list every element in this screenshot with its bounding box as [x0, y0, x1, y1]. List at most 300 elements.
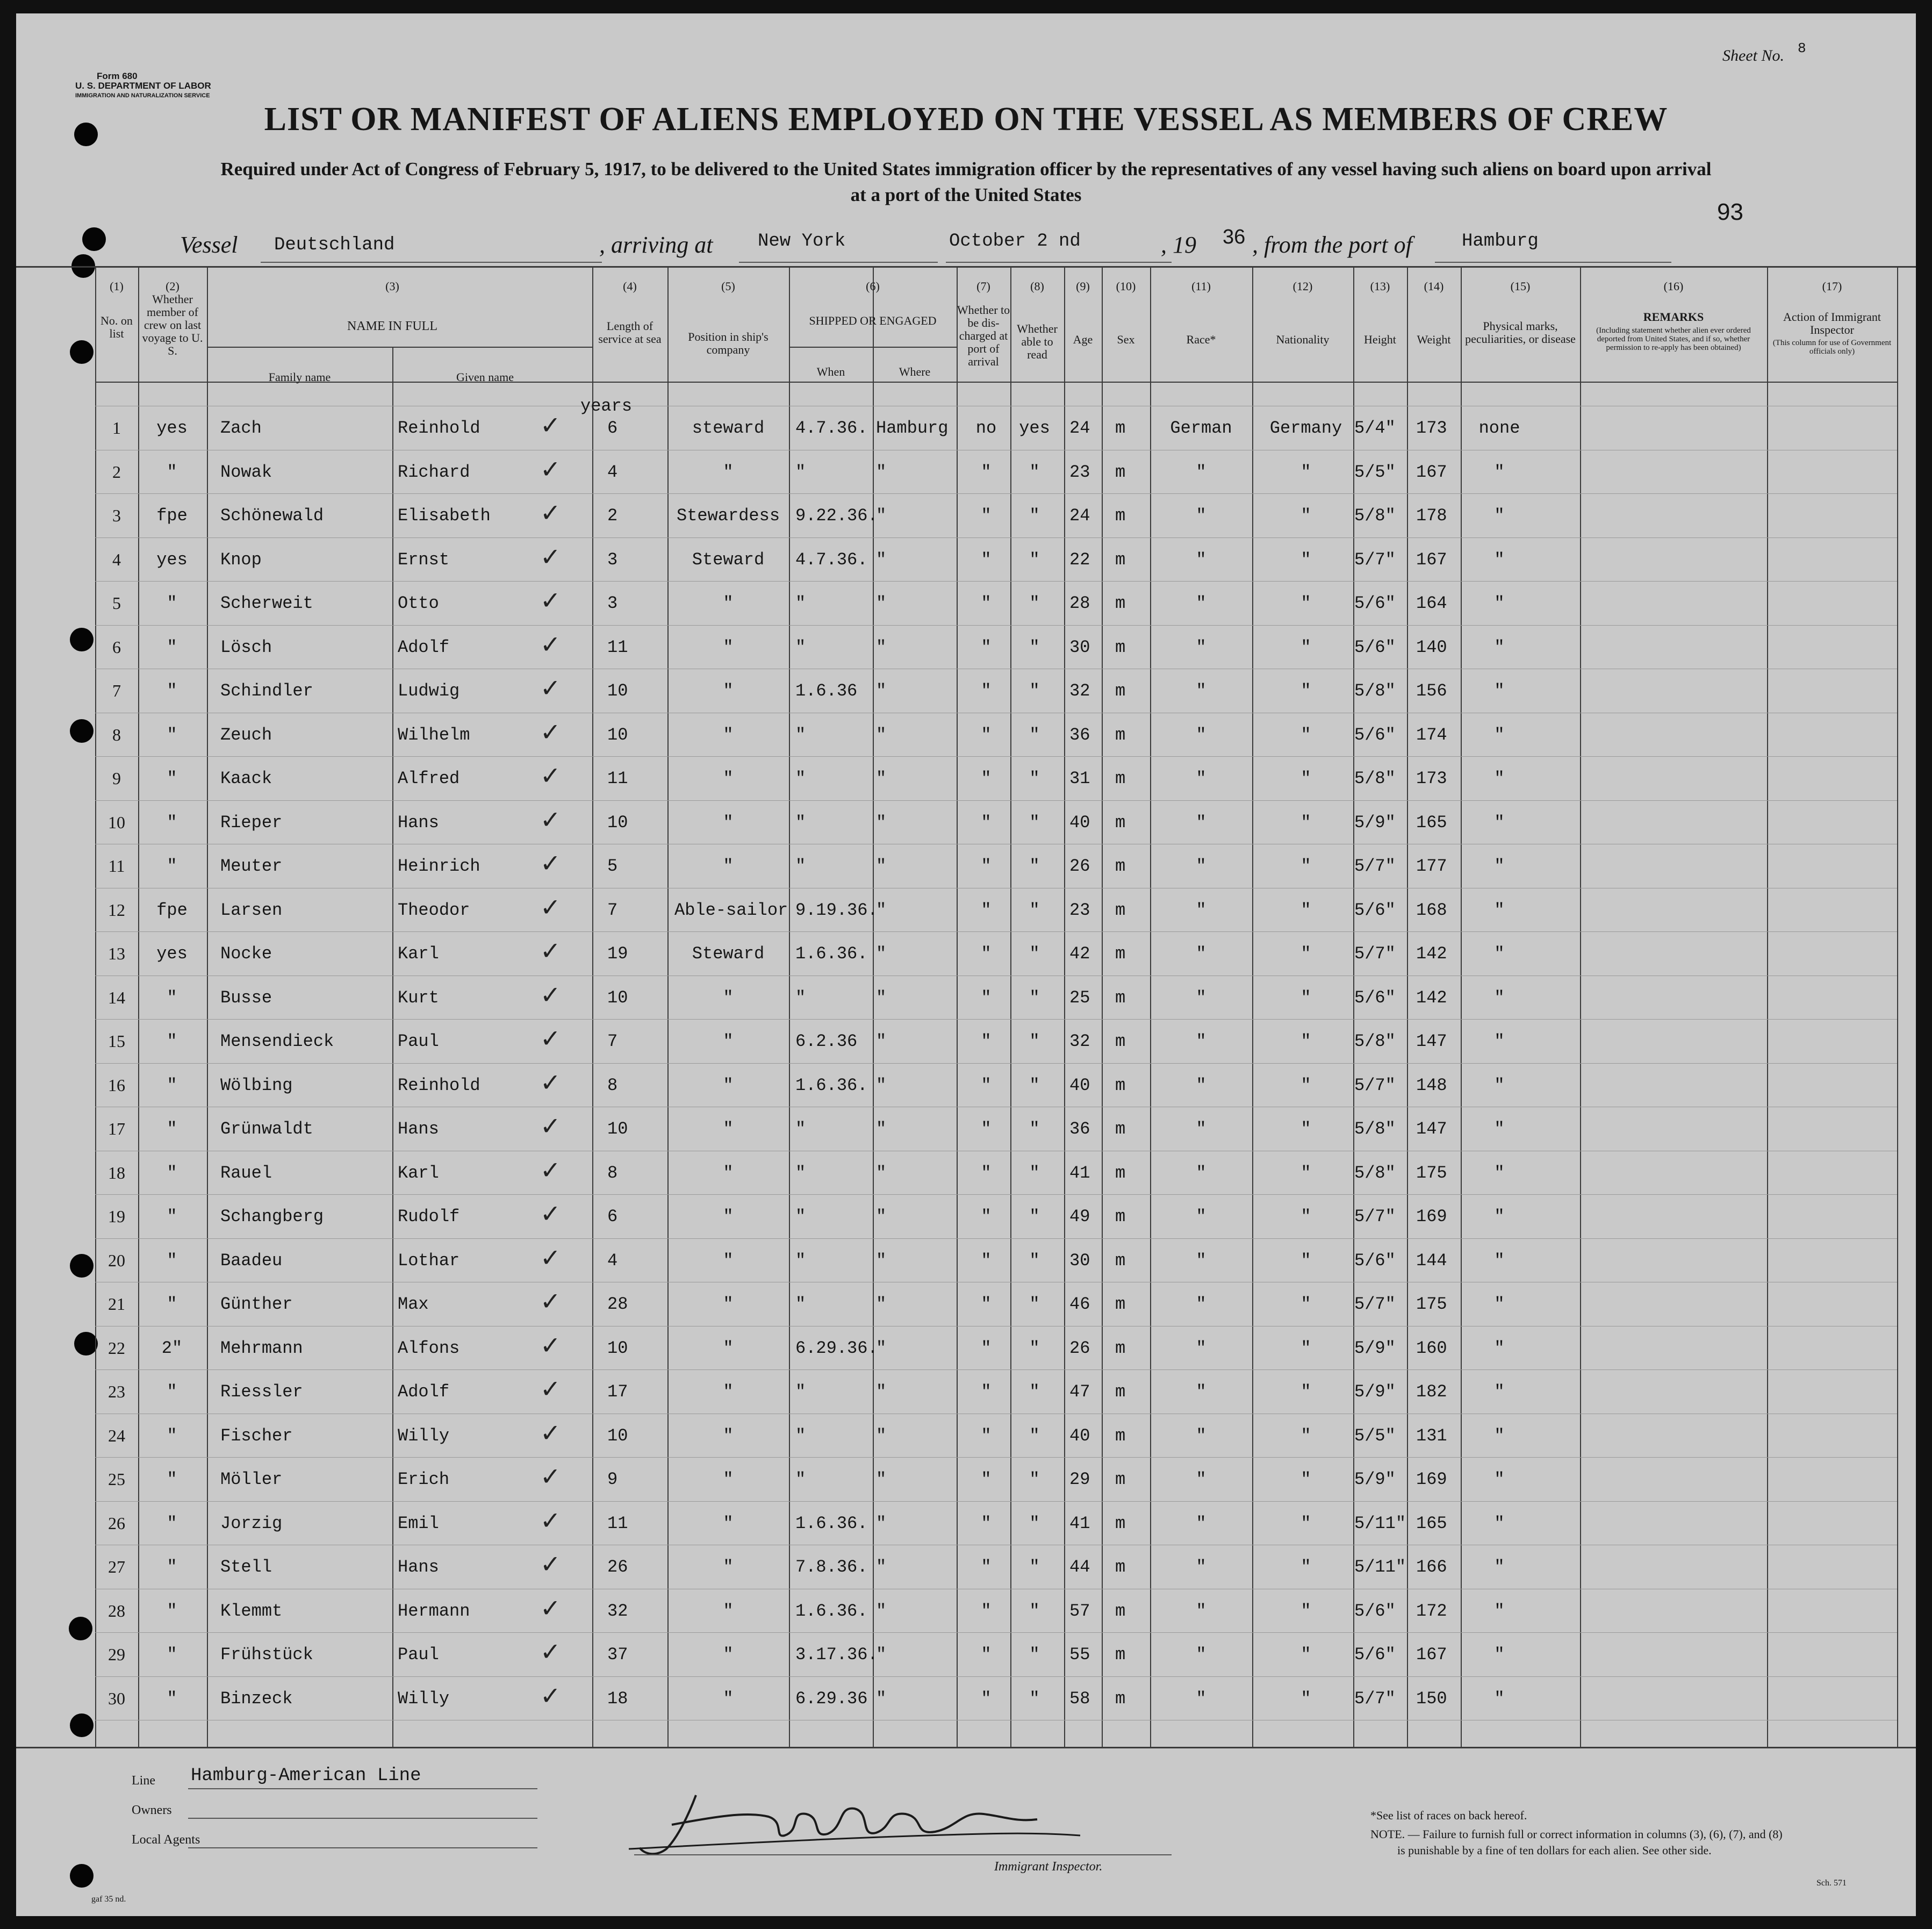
sex-cell: m — [1115, 1688, 1126, 1709]
service-cell: 10 — [607, 1119, 628, 1139]
height-cell: 5/7" — [1354, 944, 1396, 964]
family-name-cell: Schönewald — [220, 506, 324, 526]
race-cell: " — [1196, 1425, 1206, 1446]
checkmark-icon: ✓ — [540, 454, 561, 484]
when-cell: " — [795, 1119, 806, 1139]
height-cell: 5/8" — [1354, 1119, 1396, 1139]
physical-cell: " — [1494, 1075, 1505, 1095]
family-name-cell: Lösch — [220, 637, 272, 657]
where-cell: " — [876, 637, 887, 657]
crew-cell: " — [167, 856, 177, 876]
position-cell: Stewardess — [676, 506, 780, 526]
crew-cell: " — [167, 1382, 177, 1402]
physical-cell: " — [1494, 944, 1505, 964]
physical-cell: " — [1494, 1207, 1505, 1227]
height-cell: 5/7" — [1354, 1075, 1396, 1095]
nationality-cell: " — [1301, 1119, 1311, 1139]
weight-cell: 182 — [1416, 1382, 1447, 1402]
year-prefix: , 19 — [1161, 232, 1196, 258]
age-cell: 23 — [1069, 900, 1090, 920]
given-name-cell: Otto — [398, 593, 439, 613]
height-cell: 5/6" — [1354, 637, 1396, 657]
weight-cell: 147 — [1416, 1119, 1447, 1139]
where-cell: " — [876, 856, 887, 876]
family-name-cell: Nocke — [220, 944, 272, 964]
crew-cell: " — [167, 1601, 177, 1621]
where-cell: " — [876, 593, 887, 613]
able-read-cell: " — [1029, 506, 1040, 526]
crew-cell: " — [167, 1557, 177, 1577]
height-cell: 5/6" — [1354, 725, 1396, 745]
given-name-cell: Hans — [398, 1119, 439, 1139]
height-cell: 5/8" — [1354, 1163, 1396, 1183]
family-name-cell: Stell — [220, 1557, 272, 1577]
nationality-cell: Germany — [1269, 418, 1342, 438]
discharged-cell: " — [981, 1513, 992, 1533]
where-cell: " — [876, 1163, 887, 1183]
where-cell: " — [876, 944, 887, 964]
punch-hole — [70, 1254, 94, 1278]
sex-cell: m — [1115, 1031, 1126, 1051]
race-cell: " — [1196, 1294, 1206, 1314]
punch-hole — [70, 628, 94, 651]
crew-cell: fpe — [156, 900, 188, 920]
given-name-cell: Karl — [398, 944, 439, 964]
given-name-cell: Theodor — [398, 900, 470, 920]
discharged-cell: " — [981, 987, 992, 1008]
checkmark-icon: ✓ — [540, 1199, 561, 1228]
when-cell: 1.6.36. — [795, 1075, 868, 1095]
position-cell: steward — [692, 418, 765, 438]
checkmark-icon: ✓ — [540, 498, 561, 527]
nationality-cell: " — [1301, 944, 1311, 964]
age-cell: 40 — [1069, 1075, 1090, 1095]
family-name-cell: Wölbing — [220, 1075, 293, 1095]
able-read-cell: " — [1029, 769, 1040, 788]
date-value: October 2 nd — [949, 231, 1081, 252]
crew-cell: " — [167, 812, 177, 833]
given-name-cell: Kurt — [398, 987, 439, 1008]
height-cell: 5/9" — [1354, 1469, 1396, 1489]
weight-cell: 164 — [1416, 593, 1447, 613]
height-cell: 5/11" — [1354, 1513, 1406, 1533]
given-name-cell: Adolf — [398, 637, 450, 657]
where-cell: " — [876, 1075, 887, 1095]
able-read-cell: " — [1029, 637, 1040, 657]
weight-cell: 172 — [1416, 1601, 1447, 1621]
family-name-cell: Jorzig — [220, 1513, 283, 1533]
arriving-label: , arriving at — [599, 232, 713, 258]
column-number: (2) — [166, 279, 179, 293]
position-cell: " — [723, 637, 734, 657]
position-cell: " — [723, 462, 734, 482]
sex-cell: m — [1115, 418, 1126, 438]
race-cell: " — [1196, 1207, 1206, 1227]
row-number: 15 — [108, 1031, 125, 1051]
sex-cell: m — [1115, 900, 1126, 920]
where-cell: " — [876, 1294, 887, 1314]
position-cell: " — [723, 1557, 734, 1577]
given-name-cell: Willy — [398, 1425, 450, 1446]
sex-cell: m — [1115, 725, 1126, 745]
position-cell: " — [723, 1163, 734, 1183]
physical-cell: " — [1494, 1382, 1505, 1402]
when-cell: 3.17.36. — [795, 1645, 878, 1665]
family-name-cell: Nowak — [220, 462, 272, 482]
family-name-cell: Zeuch — [220, 725, 272, 745]
when-cell: 6.29.36 — [795, 1688, 868, 1709]
form-identifier — [75, 71, 211, 101]
row-number: 22 — [108, 1338, 125, 1358]
position-cell: Able-sailor — [674, 900, 788, 920]
given-name-cell: Alfred — [398, 769, 460, 788]
where-cell: " — [876, 1557, 887, 1577]
able-read-cell: " — [1029, 1075, 1040, 1095]
row-number: 26 — [108, 1513, 125, 1533]
discharged-cell: " — [981, 900, 992, 920]
position-cell: " — [723, 1382, 734, 1402]
discharged-cell: no — [975, 418, 997, 438]
age-cell: 49 — [1069, 1207, 1090, 1227]
nationality-cell: " — [1301, 856, 1311, 876]
column-number: (11) — [1191, 279, 1211, 293]
age-cell: 44 — [1069, 1557, 1090, 1577]
sex-cell: m — [1115, 593, 1126, 613]
nationality-cell: " — [1301, 1601, 1311, 1621]
service-cell: 32 — [607, 1601, 628, 1621]
nationality-cell: " — [1301, 506, 1311, 526]
able-read-cell: " — [1029, 1688, 1040, 1709]
checkmark-icon: ✓ — [540, 629, 561, 659]
checkmark-icon: ✓ — [540, 805, 561, 834]
height-cell: 5/6" — [1354, 900, 1396, 920]
header-height: Height — [1364, 333, 1396, 346]
sex-cell: m — [1115, 1207, 1126, 1227]
sex-cell: m — [1115, 1601, 1126, 1621]
header-no-on-list: No. on list — [100, 314, 133, 340]
crew-cell: " — [167, 681, 177, 701]
where-cell: " — [876, 1382, 887, 1402]
row-number: 17 — [108, 1119, 125, 1138]
header-family-name: Family name — [268, 370, 331, 384]
physical-cell: " — [1494, 1294, 1505, 1314]
age-cell: 36 — [1069, 1119, 1090, 1139]
weight-cell: 169 — [1416, 1207, 1447, 1227]
given-name-cell: Rudolf — [398, 1207, 460, 1227]
line-label: Line — [132, 1774, 155, 1788]
service-cell: 37 — [607, 1645, 628, 1665]
family-name-cell: Zach — [220, 418, 262, 438]
given-name-cell: Hans — [398, 1557, 439, 1577]
given-name-cell: Reinhold — [398, 418, 480, 438]
physical-cell: " — [1494, 987, 1505, 1008]
height-cell: 5/7" — [1354, 1207, 1396, 1227]
checkmark-icon: ✓ — [540, 673, 561, 702]
where-cell: " — [876, 1688, 887, 1709]
crew-cell: " — [167, 1207, 177, 1227]
race-cell: " — [1196, 1513, 1206, 1533]
when-cell: 1.6.36. — [795, 1513, 868, 1533]
checkmark-icon: ✓ — [540, 761, 561, 790]
row-number: 23 — [108, 1382, 125, 1401]
given-name-cell: Erich — [398, 1469, 450, 1489]
age-cell: 55 — [1069, 1645, 1090, 1665]
note-line1: NOTE. — Failure to furnish full or correct information in columns (3), (6), (7), and (8) — [1370, 1827, 1783, 1841]
physical-cell: " — [1494, 769, 1505, 788]
when-cell: 4.7.36. — [795, 549, 868, 570]
service-cell: 11 — [607, 637, 628, 657]
sex-cell: m — [1115, 549, 1126, 570]
column-number: (1) — [110, 279, 124, 293]
checkmark-icon: ✓ — [540, 1681, 561, 1710]
weight-cell: 174 — [1416, 725, 1447, 745]
stamp-number: 93 — [1717, 199, 1743, 225]
crew-cell: " — [167, 1294, 177, 1314]
able-read-cell: " — [1029, 1250, 1040, 1271]
service-cell: 11 — [607, 1513, 628, 1533]
family-name-cell: Rieper — [220, 812, 283, 833]
position-cell: " — [723, 1338, 734, 1358]
crew-cell: " — [167, 1075, 177, 1095]
family-name-cell: Frühstück — [220, 1645, 313, 1665]
discharged-cell: " — [981, 944, 992, 964]
checkmark-icon: ✓ — [540, 1550, 561, 1579]
nationality-cell: " — [1301, 549, 1311, 570]
weight-cell: 142 — [1416, 944, 1447, 964]
physical-cell: " — [1494, 1557, 1505, 1577]
nationality-cell: " — [1301, 1075, 1311, 1095]
crew-cell: yes — [156, 549, 188, 570]
physical-cell: " — [1494, 681, 1505, 701]
age-cell: 32 — [1069, 681, 1090, 701]
physical-cell: " — [1494, 637, 1505, 657]
where-cell: " — [876, 681, 887, 701]
discharged-cell: " — [981, 1338, 992, 1358]
sex-cell: m — [1115, 506, 1126, 526]
row-number: 3 — [112, 506, 121, 525]
position-cell: " — [723, 1601, 734, 1621]
service-cell: 8 — [607, 1075, 618, 1095]
when-cell: " — [795, 725, 806, 745]
header-crew-last-voyage: Whether member of crew on last voyage to U. S. — [142, 292, 203, 357]
column-number: (13) — [1370, 279, 1390, 293]
when-cell: " — [795, 1425, 806, 1446]
able-read-cell: " — [1029, 900, 1040, 920]
header-weight: Weight — [1417, 333, 1451, 346]
family-name-cell: Klemmt — [220, 1601, 283, 1621]
header-given-name: Given name — [456, 370, 514, 384]
discharged-cell: " — [981, 812, 992, 833]
able-read-cell: " — [1029, 1601, 1040, 1621]
header-remarks: REMARKS — [1643, 310, 1704, 324]
print-code: gaf 35 nd. — [91, 1895, 126, 1904]
given-name-cell: Heinrich — [398, 856, 480, 876]
crew-cell: " — [167, 1469, 177, 1489]
punch-hole — [70, 1713, 94, 1737]
weight-cell: 131 — [1416, 1425, 1447, 1446]
checkmark-icon: ✓ — [540, 892, 561, 922]
vessel-label: Vessel — [180, 232, 238, 258]
physical-cell: " — [1494, 1338, 1505, 1358]
header-position: Position in ship's company — [688, 330, 769, 356]
physical-cell: " — [1494, 725, 1505, 745]
crew-cell: fpe — [156, 506, 188, 526]
weight-cell: 167 — [1416, 462, 1447, 482]
nationality-cell: " — [1301, 1382, 1311, 1402]
checkmark-icon: ✓ — [540, 542, 561, 571]
column-number: (14) — [1424, 279, 1444, 293]
able-read-cell: " — [1029, 1338, 1040, 1358]
age-cell: 40 — [1069, 812, 1090, 833]
physical-cell: " — [1494, 506, 1505, 526]
discharged-cell: " — [981, 725, 992, 745]
physical-cell: " — [1494, 1250, 1505, 1271]
given-name-cell: Lothar — [398, 1250, 460, 1271]
crew-cell: 2" — [161, 1338, 183, 1358]
nationality-cell: " — [1301, 1338, 1311, 1358]
race-cell: " — [1196, 681, 1206, 701]
given-name-cell: Wilhelm — [398, 725, 470, 745]
row-number: 21 — [108, 1294, 125, 1314]
weight-cell: 169 — [1416, 1469, 1447, 1489]
when-cell: 1.6.36 — [795, 681, 858, 701]
header-discharged: Whether to be dis-charged at port of arrival — [957, 303, 1010, 368]
race-cell: " — [1196, 506, 1206, 526]
age-cell: 36 — [1069, 725, 1090, 745]
subtitle-line2: at a port of the United States — [850, 184, 1082, 205]
discharged-cell: " — [981, 462, 992, 482]
given-name-cell: Paul — [398, 1031, 439, 1051]
discharged-cell: " — [981, 769, 992, 788]
age-cell: 30 — [1069, 1250, 1090, 1271]
height-cell: 5/6" — [1354, 1645, 1396, 1665]
family-name-cell: Meuter — [220, 856, 283, 876]
age-cell: 40 — [1069, 1425, 1090, 1446]
family-name-cell: Larsen — [220, 900, 283, 920]
service-cell: 10 — [607, 987, 628, 1008]
service-cell: 19 — [607, 944, 628, 964]
sex-cell: m — [1115, 1645, 1126, 1665]
discharged-cell: " — [981, 1469, 992, 1489]
when-cell: 6.2.36 — [795, 1031, 858, 1051]
row-number: 12 — [108, 900, 125, 920]
when-cell: 4.7.36. — [795, 418, 868, 438]
when-cell: " — [795, 856, 806, 876]
row-number: 4 — [112, 549, 121, 569]
height-cell: 5/7" — [1354, 1294, 1396, 1314]
sex-cell: m — [1115, 681, 1126, 701]
discharged-cell: " — [981, 1294, 992, 1314]
family-name-cell: Rauel — [220, 1163, 272, 1183]
able-read-cell: " — [1029, 1031, 1040, 1051]
height-cell: 5/8" — [1354, 769, 1396, 788]
sex-cell: m — [1115, 944, 1126, 964]
race-cell: " — [1196, 1469, 1206, 1489]
checkmark-icon: ✓ — [540, 936, 561, 965]
row-number: 27 — [108, 1557, 125, 1576]
weight-cell: 144 — [1416, 1250, 1447, 1271]
age-cell: 42 — [1069, 944, 1090, 964]
when-cell: " — [795, 1382, 806, 1402]
crew-cell: " — [167, 1645, 177, 1665]
service-cell: 8 — [607, 1163, 618, 1183]
given-name-cell: Max — [398, 1294, 429, 1314]
sex-cell: m — [1115, 1075, 1126, 1095]
punch-hole — [74, 1332, 98, 1356]
age-cell: 32 — [1069, 1031, 1090, 1051]
weight-cell: 175 — [1416, 1294, 1447, 1314]
nationality-cell: " — [1301, 987, 1311, 1008]
weight-cell: 165 — [1416, 1513, 1447, 1533]
able-read-cell: " — [1029, 725, 1040, 745]
family-name-cell: Busse — [220, 987, 272, 1008]
where-cell: " — [876, 549, 887, 570]
when-cell: " — [795, 637, 806, 657]
header-where: Where — [899, 365, 931, 378]
age-cell: 26 — [1069, 1338, 1090, 1358]
when-cell: 1.6.36. — [795, 1601, 868, 1621]
punch-hole — [70, 1864, 94, 1888]
age-cell: 58 — [1069, 1688, 1090, 1709]
able-read-cell: " — [1029, 1557, 1040, 1577]
physical-cell: " — [1494, 1163, 1505, 1183]
where-cell: " — [876, 1645, 887, 1665]
header-age: Age — [1073, 333, 1093, 346]
able-read-cell: " — [1029, 681, 1040, 701]
given-name-cell: Elisabeth — [398, 506, 491, 526]
sex-cell: m — [1115, 1250, 1126, 1271]
crew-cell: " — [167, 1119, 177, 1139]
service-cell: 10 — [607, 1338, 628, 1358]
age-cell: 24 — [1069, 418, 1090, 438]
race-cell: " — [1196, 944, 1206, 964]
discharged-cell: " — [981, 1250, 992, 1271]
position-cell: " — [723, 1294, 734, 1314]
age-cell: 26 — [1069, 856, 1090, 876]
crew-cell: " — [167, 769, 177, 788]
note-line2: is punishable by a fine of ten dollars for each alien. See other side. — [1397, 1844, 1712, 1857]
weight-cell: 177 — [1416, 856, 1447, 876]
nationality-cell: " — [1301, 900, 1311, 920]
row-number: 13 — [108, 944, 125, 963]
able-read-cell: " — [1029, 812, 1040, 833]
nationality-cell: " — [1301, 681, 1311, 701]
family-name-cell: Fischer — [220, 1425, 293, 1446]
form-number: Form 680 — [97, 71, 138, 81]
height-cell: 5/5" — [1354, 462, 1396, 482]
nationality-cell: " — [1301, 637, 1311, 657]
family-name-cell: Baadeu — [220, 1250, 283, 1271]
sex-cell: m — [1115, 769, 1126, 788]
service-cell: 28 — [607, 1294, 628, 1314]
where-cell: " — [876, 506, 887, 526]
sex-cell: m — [1115, 812, 1126, 833]
row-number: 24 — [108, 1425, 125, 1445]
able-read-cell: " — [1029, 987, 1040, 1008]
service-cell: 7 — [607, 1031, 618, 1051]
height-cell: 5/6" — [1354, 1250, 1396, 1271]
age-cell: 31 — [1069, 769, 1090, 788]
checkmark-icon: ✓ — [540, 1330, 561, 1360]
given-name-cell: Paul — [398, 1645, 439, 1665]
row-number: 18 — [108, 1163, 125, 1182]
race-cell: " — [1196, 900, 1206, 920]
height-cell: 5/9" — [1354, 1382, 1396, 1402]
race-cell: " — [1196, 1250, 1206, 1271]
where-cell: " — [876, 900, 887, 920]
physical-cell: " — [1494, 856, 1505, 876]
given-name-cell: Alfons — [398, 1338, 460, 1358]
